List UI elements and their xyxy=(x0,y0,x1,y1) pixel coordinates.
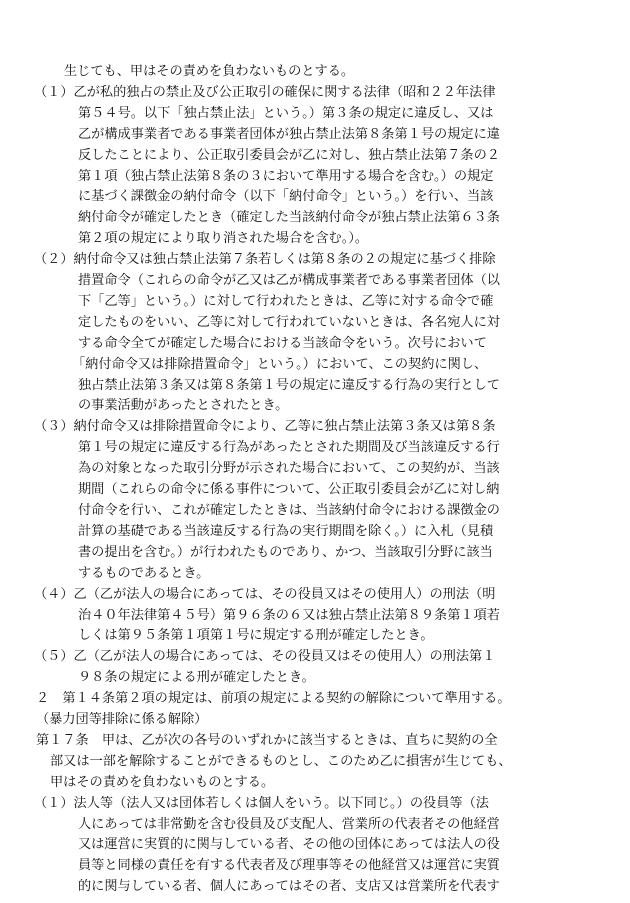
text-line: 独占禁止法第３条又は第８条第１号の規定に違反する行為の実行として xyxy=(78,377,500,393)
text-line: 「納付命令又は排除措置命令」という。）において、この契約に関し、 xyxy=(72,356,488,372)
text-line: 書の提出を含む。）が行われたものであり、かつ、当該取引分野に該当 xyxy=(78,544,493,560)
text-line: しくは第９５条第１項第１号に規定する刑が確定したとき。 xyxy=(78,628,434,644)
text-line: 生じても、甲はその責めを負わないものとする。 xyxy=(64,64,355,79)
text-line: 第１号の規定に違反する行為があったとされた期間及び当該違反する行 xyxy=(78,440,500,456)
section-heading: （暴力団等排除に係る解除） xyxy=(36,712,208,727)
text-line: 第１項（独占禁止法第８条の３において準用する場合を含む。）の規定 xyxy=(78,168,494,184)
text-line: 乙が構成事業者である事業者団体が独占禁止法第８条第１号の規定に違 xyxy=(78,126,500,142)
text-line: 措置命令（これらの命令が乙又は乙が構成事業者である事業者団体（以 xyxy=(78,273,500,288)
text-line: 為の対象となった取引分野が示された場合において、この契約が、当該 xyxy=(78,461,500,477)
text-line: （４）乙（乙が法人の場合にあっては、その役員又はその使用人）の刑法（明 xyxy=(34,586,496,602)
text-line: 又は運営に実質的に関与している者、その他の団体にあっては法人の役 xyxy=(78,837,500,853)
text-line: （１）乙が私的独占の禁止及び公正取引の確保に関する法律（昭和２２年法律 xyxy=(34,84,496,100)
text-line: 第２項の規定により取り消された場合を含む。）。 xyxy=(78,231,369,247)
text-line: 部又は一部を解除することができるものとし、このため乙に損害が生じても、 xyxy=(50,753,512,769)
text-line: 甲はその責めを負わないものとする。 xyxy=(50,774,275,790)
text-line: ２ 第１４条第２項の規定は、前項の規定による契約の解除について準用する。 xyxy=(36,691,511,707)
text-line: するものであるとき。 xyxy=(78,565,210,581)
text-line: （１）法人等（法人又は団体若しくは個人をいう。以下同じ。）の役員等（法 xyxy=(34,795,489,811)
text-line: 期間（これらの命令に係る事件について、公正取引委員会が乙に対し納 xyxy=(78,482,500,497)
text-line: 定したものをいい、乙等に対して行われていないときは、各名宛人に対 xyxy=(78,314,500,330)
text-line: 治４０年法律第４５号）第９６条の６又は独占禁止法第８９条第１項若 xyxy=(78,607,500,623)
text-line: （３）納付命令又は排除措置命令により、乙等に独占禁止法第３条又は第８条 xyxy=(34,419,496,435)
text-line: （２）納付命令又は独占禁止法第７条若しくは第８条の２の規定に基づく排除 xyxy=(34,252,496,268)
text-line: 下「乙等」という。）に対して行われたときは、乙等に対する命令で確 xyxy=(78,293,494,309)
text-line: （５）乙（乙が法人の場合にあっては、その役員又はその使用人）の刑法第１ xyxy=(34,649,496,665)
article-title: 第１７条 甲は、乙が次の各号のいずれかに該当するときは、直ちに契約の全 xyxy=(36,732,498,748)
text-line: 反したことにより、公正取引委員会が乙に対し、独占禁止法第７条の２ xyxy=(78,147,500,163)
text-line: 納付命令が確定したとき（確定した当該納付命令が独占禁止法第６３条 xyxy=(78,210,500,226)
text-line: する命令全てが確定した場合における当該命令をいう。次号において xyxy=(78,335,487,351)
text-line: 員等と同様の責任を有する代表者及び理事等その他経営又は運営に実質 xyxy=(78,858,500,874)
text-line: 人にあっては非常勤を含む役員及び支配人、営業所の代表者その他経営 xyxy=(78,816,500,832)
text-line: 付命令を行い、これが確定したときは、当該納付命令における課徴金の xyxy=(78,502,500,518)
text-line: に基づく課徴金の納付命令（以下「納付命令」という。）を行い、当該 xyxy=(78,189,494,205)
text-line: の事業活動があったとされたとき。 xyxy=(78,398,289,414)
text-line: ９８条の規定による刑が確定したとき。 xyxy=(78,670,315,686)
text-line: 第５４号。以下「独占禁止法」という。）第３条の規定に違反し、又は xyxy=(78,105,494,121)
text-line: 計算の基礎である当該違反する行為の実行期間を除く。）に入札（見積 xyxy=(78,523,494,539)
text-line: 的に関与している者、個人にあってはその者、支店又は営業所を代表す xyxy=(78,879,500,895)
